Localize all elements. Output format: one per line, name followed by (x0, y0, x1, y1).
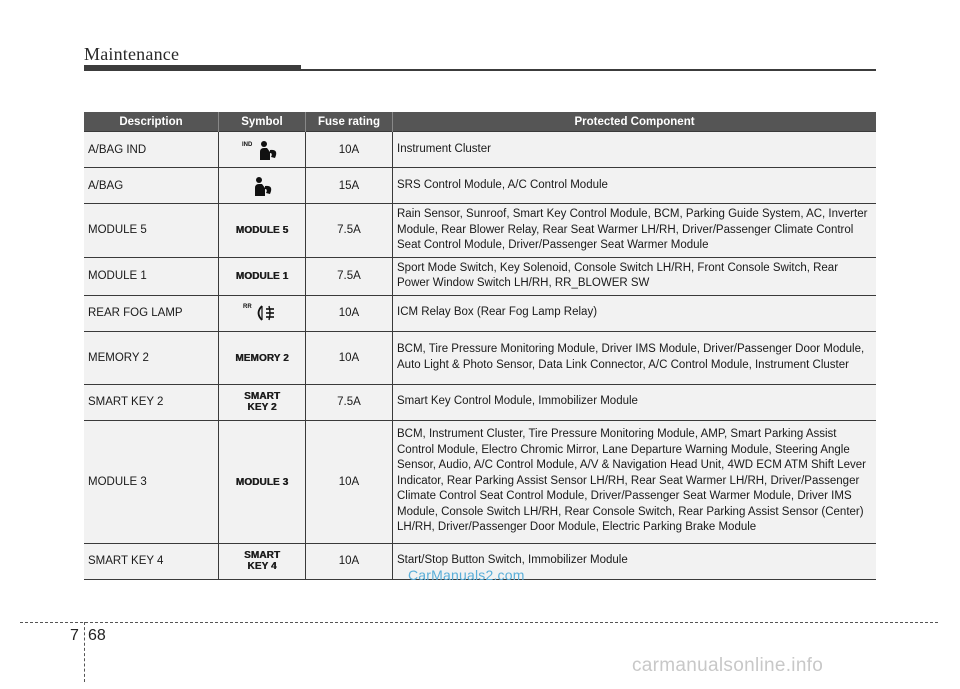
row-protected-component: BCM, Tire Pressure Monitoring Module, Driver IMS Module, Driver/Passenger Door Module, Auto Light & Photo Sensor, Data Link Connector, A/C Control Module, Instrument Cluster (393, 331, 877, 384)
svg-text:RR: RR (243, 304, 252, 310)
row-protected-component: BCM, Instrument Cluster, Tire Pressure Monitoring Module, AMP, Smart Parking Assist Control Module, Electro Chromic Mirror, Lane Departure Warning Module, Steering Angle Sensor, Audio, A/C Control Module, A/V & Navigation Head Unit, 4WD ECM ATM Shift Lever Indicator, Rear Parking Assist Sensor LH/RH, Rear Seat Warmer LH/RH, Driver/Passenger Climate Control Seat Control Module, Driver/Passenger Seat Warmer Module, Driver IMS Module, Console Switch LH/RH, Rear Console Switch, Rear Parking Assist Sensor (Center) LH/RH, Driver/Passenger Door Module, Electric Parking Brake Module (393, 420, 877, 543)
fuse-table (84, 112, 876, 580)
footer-dashed-rule (20, 622, 938, 623)
table-row (84, 331, 876, 384)
row-fuse-rating: 7.5A (306, 204, 393, 258)
symbol-label-line1: SMART (243, 391, 281, 402)
symbol-label: MODULE 3 (235, 476, 289, 488)
watermark-carmanualsonline: carmanualsonline.info (632, 655, 824, 676)
airbag-ind-icon (242, 139, 282, 161)
row-description: A/BAG (84, 168, 219, 204)
table-row (84, 420, 876, 543)
symbol-label (244, 391, 280, 413)
row-description: REAR FOG LAMP (84, 295, 219, 331)
row-symbol (219, 384, 306, 420)
section-title: Maintenance (84, 44, 180, 64)
title-underline-thin (301, 69, 876, 71)
row-protected-component: ICM Relay Box (Rear Fog Lamp Relay) (393, 295, 877, 331)
row-fuse-rating: 10A (306, 543, 393, 579)
rear-fog-lamp-icon (242, 301, 282, 325)
row-symbol (219, 420, 306, 543)
row-fuse-rating: 7.5A (306, 384, 393, 420)
symbol-label: MODULE 5 (235, 225, 289, 237)
symbol-label: MEMORY 2 (235, 352, 289, 364)
row-symbol (219, 543, 306, 579)
row-protected-component: Start/Stop Button Switch, Immobilizer Module (393, 543, 877, 579)
row-symbol (219, 331, 306, 384)
table-row (84, 204, 876, 258)
table-row (84, 257, 876, 295)
symbol-label (244, 550, 280, 572)
row-description: SMART KEY 2 (84, 384, 219, 420)
row-fuse-rating: 10A (306, 420, 393, 543)
row-description: SMART KEY 4 (84, 543, 219, 579)
title-underline-thick (84, 65, 301, 71)
watermark-carmanuals2: CarManuals2.com (408, 567, 525, 583)
row-description: MEMORY 2 (84, 331, 219, 384)
row-description: MODULE 1 (84, 257, 219, 295)
symbol-label-line2: KEY 4 (247, 561, 277, 572)
row-fuse-rating: 7.5A (306, 257, 393, 295)
footer-dashed-divider (84, 622, 85, 682)
table-header-row (84, 112, 876, 132)
page-number: 68 (88, 627, 106, 644)
table-row (84, 132, 876, 168)
table-row (84, 295, 876, 331)
airbag-icon (247, 175, 277, 197)
column-header-protected-component: Protected Component (393, 112, 877, 132)
row-symbol (219, 257, 306, 295)
row-protected-component: Instrument Cluster (393, 132, 877, 168)
row-fuse-rating: 10A (306, 331, 393, 384)
symbol-label: MODULE 1 (235, 271, 289, 282)
row-protected-component: Sport Mode Switch, Key Solenoid, Console Switch LH/RH, Front Console Switch, Rear Power Window Switch LH/RH, RR_BLOWER SW (393, 257, 877, 295)
symbol-label-line1: SMART (243, 550, 281, 561)
table-row (84, 384, 876, 420)
column-header-symbol: Symbol (219, 112, 306, 132)
row-fuse-rating: 10A (306, 295, 393, 331)
column-header-fuse-rating: Fuse rating (306, 112, 393, 132)
row-description: A/BAG IND (84, 132, 219, 168)
row-fuse-rating: 15A (306, 168, 393, 204)
row-symbol (219, 295, 306, 331)
column-header-description: Description (84, 112, 219, 132)
row-description: MODULE 5 (84, 204, 219, 258)
chapter-number: 7 (70, 627, 79, 644)
row-symbol (219, 132, 306, 168)
row-description: MODULE 3 (84, 420, 219, 543)
row-symbol (219, 204, 306, 258)
row-protected-component: SRS Control Module, A/C Control Module (393, 168, 877, 204)
row-fuse-rating: 10A (306, 132, 393, 168)
row-symbol (219, 168, 306, 204)
svg-text:IND: IND (242, 141, 253, 148)
table-row (84, 168, 876, 204)
row-protected-component: Rain Sensor, Sunroof, Smart Key Control Module, BCM, Parking Guide System, AC, Inverter Module, Rear Blower Relay, Rear Seat Warmer LH/RH, Driver/Passenger Climate Control Seat Control Module, Driver/Passenger Seat Warmer Module (393, 204, 877, 258)
row-protected-component: Smart Key Control Module, Immobilizer Module (393, 384, 877, 420)
symbol-label-line2: KEY 2 (247, 402, 277, 413)
